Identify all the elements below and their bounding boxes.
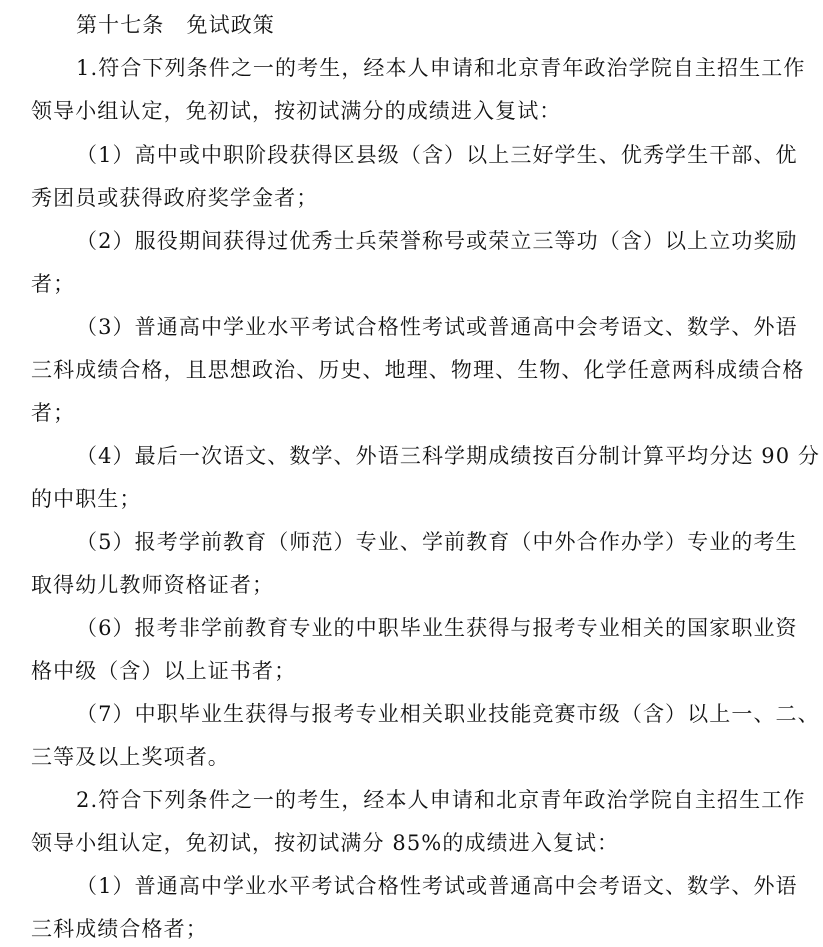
paragraph-1-line-1: 1.符合下列条件之一的考生，经本人申请和北京青年政治学院自主招生工作 [76,56,806,80]
article-title: 第十七条 免试政策 [76,13,275,37]
paragraph-2-line-2: 领导小组认定，免初试，按初试满分 85%的成绩进入复试： [31,831,620,855]
item-1-3-line-3: 者； [31,401,76,425]
item-1-7-line-1: （7）中职毕业生获得与报考专业相关职业技能竞赛市级（含）以上一、二、 [76,702,820,726]
item-1-4-line-1: （4）最后一次语文、数学、外语三科学期成绩按百分制计算平均分达 90 分 [76,444,821,468]
paragraph-2-line-1: 2.符合下列条件之一的考生，经本人申请和北京青年政治学院自主招生工作 [76,788,806,812]
item-1-2-line-2: 者； [31,272,76,296]
item-1-1-line-2: 秀团员或获得政府奖学金者； [31,186,319,210]
item-1-4-line-2: 的中职生； [31,487,142,511]
item-1-2-line-1: （2）服役期间获得过优秀士兵荣誉称号或荣立三等功（含）以上立功奖励 [76,229,798,253]
item-1-3-line-1: （3）普通高中学业水平考试合格性考试或普通高中会考语文、数学、外语 [76,315,798,339]
paragraph-1-line-2: 领导小组认定，免初试，按初试满分的成绩进入复试： [31,99,562,123]
item-1-1-line-1: （1）高中或中职阶段获得区县级（含）以上三好学生、优秀学生干部、优 [76,143,798,167]
item-1-6-line-1: （6）报考非学前教育专业的中职毕业生获得与报考专业相关的国家职业资 [76,616,798,640]
item-2-1-line-2: 三科成绩合格者； [31,917,208,941]
item-1-3-line-2: 三科成绩合格，且思想政治、历史、地理、物理、生物、化学任意两科成绩合格 [31,358,805,382]
item-2-1-line-1: （1）普通高中学业水平考试合格性考试或普通高中会考语文、数学、外语 [76,874,798,898]
item-1-7-line-2: 三等及以上奖项者。 [31,745,230,769]
item-1-5-line-2: 取得幼儿教师资格证者； [31,573,275,597]
item-1-5-line-1: （5）报考学前教育（师范）专业、学前教育（中外合作办学）专业的考生 [76,530,798,554]
item-1-6-line-2: 格中级（含）以上证书者； [31,659,297,683]
